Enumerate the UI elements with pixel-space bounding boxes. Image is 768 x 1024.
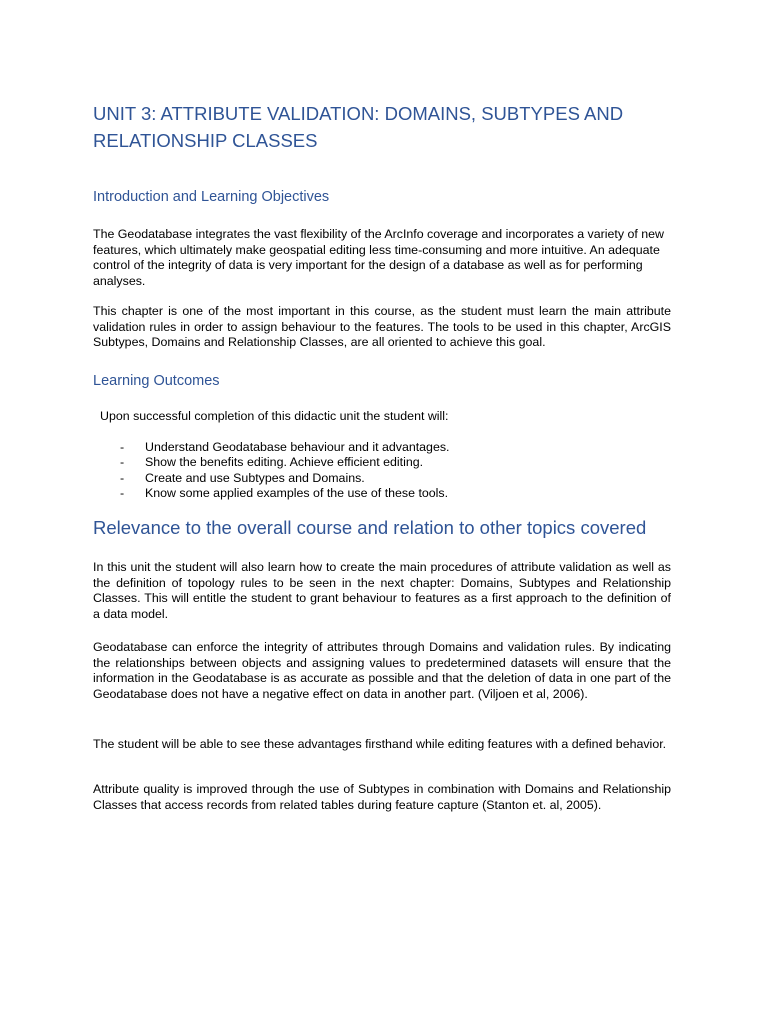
outcomes-heading: Learning Outcomes [93, 373, 220, 389]
list-item-text: Know some applied examples of the use of these tools. [145, 485, 449, 500]
list-item [120, 440, 449, 455]
intro-paragraph-1: The Geodatabase integrates the vast flexibility of the ArcInfo coverage and incorporates a variety of new features, which ultimately make geospatial editing less time-consuming and more intuitive. An adequate control of the integrity of data is very important for the design of a database as well as for performing analyses. [93, 227, 664, 288]
bullet-dash: - [120, 440, 125, 454]
relevance-paragraph-1: In this unit the student will also learn how to create the main procedures of attribute validation as well as the definition of topology rules to be seen in the next chapter: Domains, Subtypes and Relationship Classes. This will entitle the student to grant behaviour to features as a first approach to the definition of a data model. [93, 560, 671, 621]
list-item [120, 455, 449, 470]
intro-paragraph-2: This chapter is one of the most important in this course, as the student must learn the main attribute validation rules in order to assign behaviour to the features. The tools to be used in this chapter, ArcGIS Subtypes, Domains and Relationship Classes, are all oriented to achieve this goal. [93, 304, 671, 349]
relevance-paragraph-4: Attribute quality is improved through the use of Subtypes in combination with Domains and Relationship Classes that access records from related tables during feature capture (Stanton et. al, 2005). [93, 782, 671, 812]
relevance-paragraph-3: The student will be able to see these advantages firsthand while editing features with a defined behavior. [93, 737, 667, 751]
outcomes-list [120, 440, 449, 501]
list-item-text: Create and use Subtypes and Domains. [145, 470, 365, 485]
relevance-heading: Relevance to the overall course and relation to other topics covered [93, 517, 647, 538]
relevance-paragraph-2: Geodatabase can enforce the integrity of attributes through Domains and validation rules. By indicating the relationships between objects and assigning values to predetermined datasets will ensure that the information in the Geodatabase is as accurate as possible and that the deletion of data in one part of the Geodatabase does not have a negative effect on data in another part. (Viljoen et al, 2006). [93, 640, 671, 701]
list-item [120, 486, 449, 501]
bullet-dash: - [120, 455, 125, 470]
outcomes-intro: Upon successful completion of this didactic unit the student will: [100, 409, 449, 423]
bullet-dash: - [120, 485, 125, 500]
list-item [120, 471, 449, 486]
intro-heading: Introduction and Learning Objectives [93, 189, 330, 205]
bullet-dash: - [120, 470, 125, 485]
unit-title: UNIT 3: ATTRIBUTE VALIDATION: DOMAINS, SUBTYPES AND RELATIONSHIP CLASSES [93, 103, 624, 151]
list-item-text: Show the benefits editing. Achieve efficient editing. [145, 455, 424, 470]
list-item-text: Understand Geodatabase behaviour and it advantages. [145, 440, 450, 454]
